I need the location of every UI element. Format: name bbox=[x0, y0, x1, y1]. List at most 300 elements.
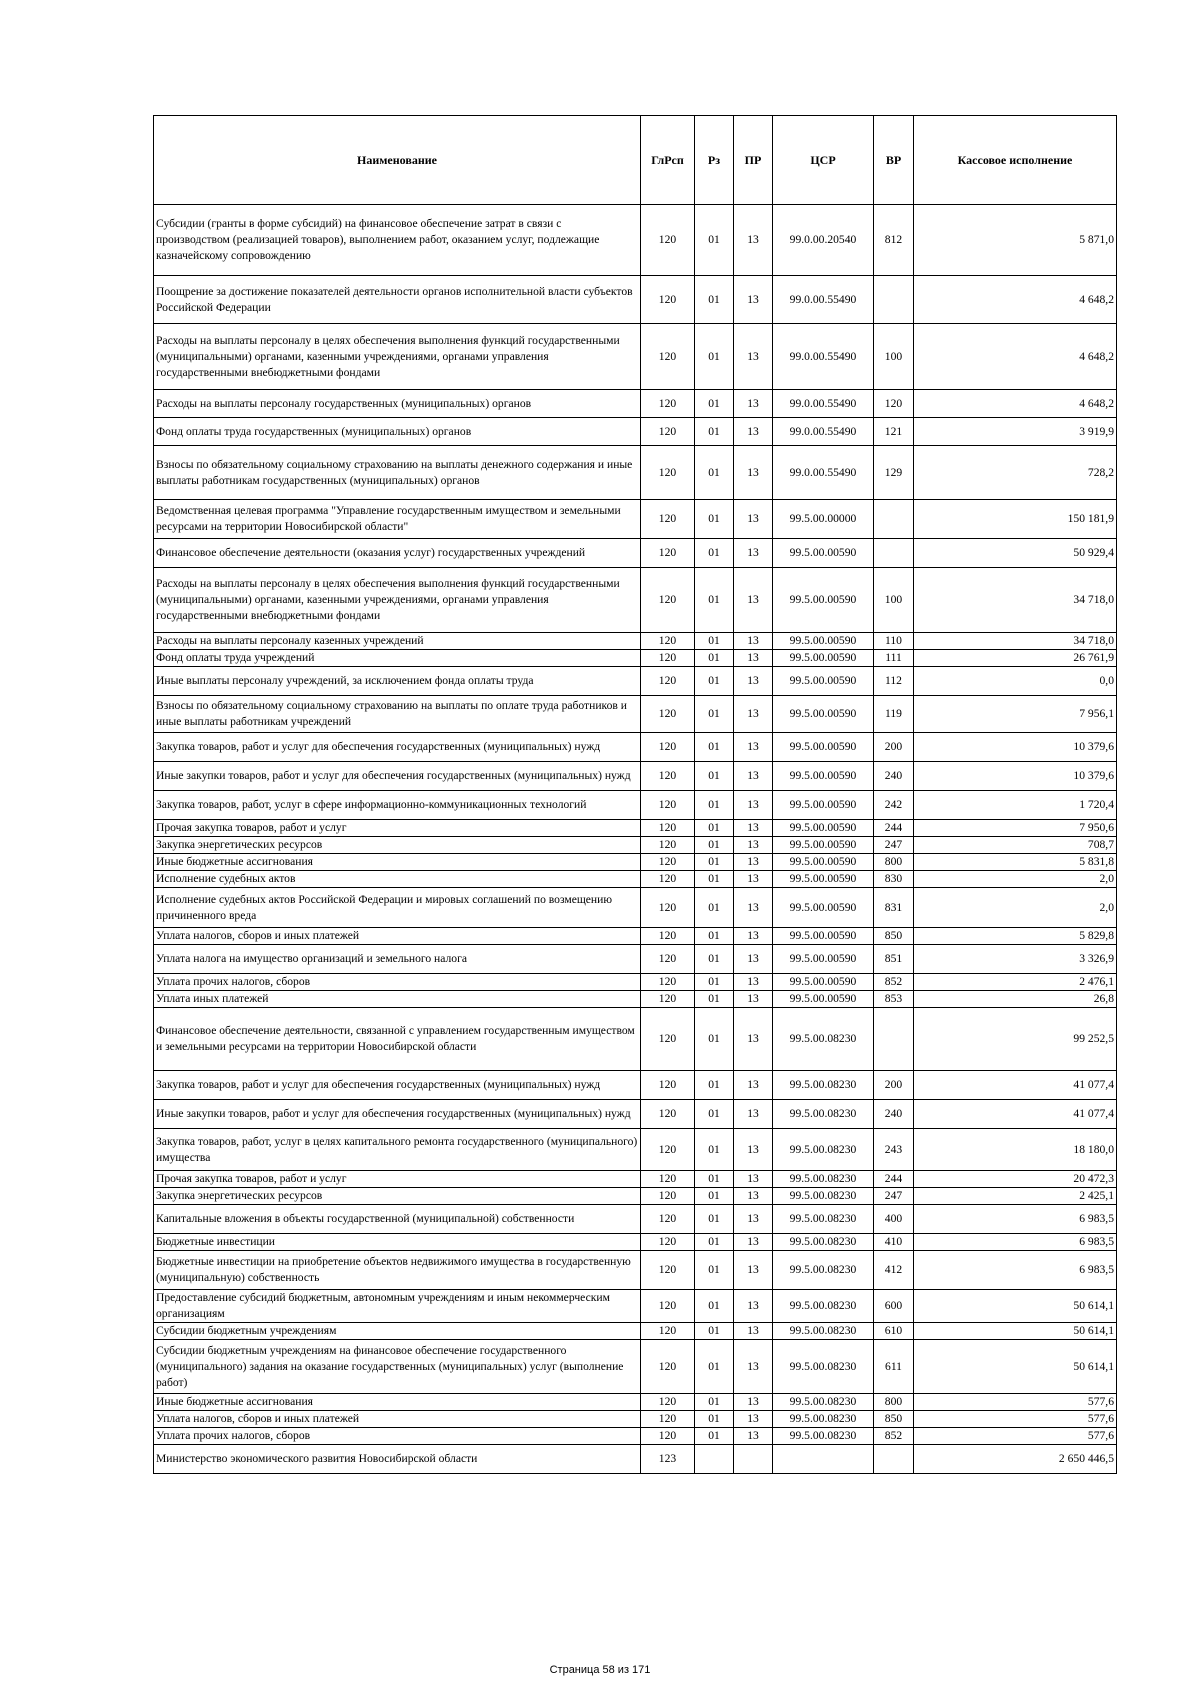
cell-vr: 244 bbox=[874, 1171, 914, 1188]
cell-csr: 99.0.00.55490 bbox=[773, 390, 874, 418]
cell-rz: 01 bbox=[695, 633, 734, 650]
cell-amount: 2 476,1 bbox=[914, 974, 1117, 991]
cell-csr: 99.5.00.00590 bbox=[773, 871, 874, 888]
cell-glrsp: 120 bbox=[641, 1071, 695, 1100]
cell-csr: 99.5.00.00590 bbox=[773, 791, 874, 820]
header-vr: ВР bbox=[874, 116, 914, 205]
table-row bbox=[154, 1234, 1117, 1251]
cell-csr: 99.5.00.08230 bbox=[773, 1323, 874, 1340]
cell-glrsp: 120 bbox=[641, 1008, 695, 1071]
cell-csr: 99.5.00.00590 bbox=[773, 667, 874, 696]
header-amount: Кассовое исполнение bbox=[914, 116, 1117, 205]
cell-rz: 01 bbox=[695, 762, 734, 791]
cell-vr: 121 bbox=[874, 418, 914, 446]
cell-pr: 13 bbox=[734, 871, 773, 888]
cell-amount: 3 326,9 bbox=[914, 945, 1117, 974]
cell-csr: 99.5.00.08230 bbox=[773, 1411, 874, 1428]
table-row bbox=[154, 500, 1117, 539]
cell-amount: 50 929,4 bbox=[914, 539, 1117, 568]
cell-amount: 99 252,5 bbox=[914, 1008, 1117, 1071]
cell-glrsp: 120 bbox=[641, 276, 695, 324]
table-row bbox=[154, 418, 1117, 446]
table-row bbox=[154, 945, 1117, 974]
cell-name: Исполнение судебных актов bbox=[154, 871, 641, 888]
cell-csr: 99.5.00.00590 bbox=[773, 888, 874, 928]
table-row bbox=[154, 205, 1117, 276]
cell-csr: 99.5.00.08230 bbox=[773, 1428, 874, 1445]
cell-csr: 99.0.00.55490 bbox=[773, 446, 874, 500]
header-pr: ПР bbox=[734, 116, 773, 205]
table-row bbox=[154, 568, 1117, 633]
cell-rz: 01 bbox=[695, 1428, 734, 1445]
cell-rz: 01 bbox=[695, 650, 734, 667]
cell-name: Расходы на выплаты персоналу казенных учреждений bbox=[154, 633, 641, 650]
table-row bbox=[154, 276, 1117, 324]
cell-name: Уплата иных платежей bbox=[154, 991, 641, 1008]
cell-pr: 13 bbox=[734, 791, 773, 820]
cell-csr: 99.5.00.00590 bbox=[773, 539, 874, 568]
cell-rz: 01 bbox=[695, 1071, 734, 1100]
cell-name: Уплата прочих налогов, сборов bbox=[154, 974, 641, 991]
page-number-footer: Страница 58 из 171 bbox=[549, 1664, 651, 1676]
cell-glrsp: 120 bbox=[641, 1100, 695, 1129]
cell-csr: 99.0.00.20540 bbox=[773, 205, 874, 276]
cell-rz: 01 bbox=[695, 1290, 734, 1323]
cell-vr: 851 bbox=[874, 945, 914, 974]
table-row bbox=[154, 837, 1117, 854]
table-body bbox=[154, 205, 1117, 1474]
cell-amount: 20 472,3 bbox=[914, 1171, 1117, 1188]
cell-amount: 150 181,9 bbox=[914, 500, 1117, 539]
table-row bbox=[154, 991, 1117, 1008]
cell-rz: 01 bbox=[695, 324, 734, 390]
cell-amount: 577,6 bbox=[914, 1394, 1117, 1411]
cell-csr: 99.5.00.00000 bbox=[773, 500, 874, 539]
cell-rz: 01 bbox=[695, 928, 734, 945]
cell-name: Исполнение судебных актов Российской Федерации и мировых соглашений по возмещению причиненного вреда bbox=[154, 888, 641, 928]
table-row bbox=[154, 1100, 1117, 1129]
cell-csr: 99.0.00.55490 bbox=[773, 324, 874, 390]
cell-rz: 01 bbox=[695, 1251, 734, 1290]
cell-pr: 13 bbox=[734, 1205, 773, 1234]
cell-csr: 99.5.00.08230 bbox=[773, 1340, 874, 1394]
cell-pr: 13 bbox=[734, 667, 773, 696]
cell-rz: 01 bbox=[695, 418, 734, 446]
cell-pr: 13 bbox=[734, 854, 773, 871]
table-row bbox=[154, 1251, 1117, 1290]
cell-name: Прочая закупка товаров, работ и услуг bbox=[154, 820, 641, 837]
cell-amount: 728,2 bbox=[914, 446, 1117, 500]
cell-glrsp: 120 bbox=[641, 1323, 695, 1340]
cell-rz: 01 bbox=[695, 1340, 734, 1394]
cell-rz: 01 bbox=[695, 1234, 734, 1251]
cell-csr: 99.0.00.55490 bbox=[773, 418, 874, 446]
cell-rz bbox=[695, 1445, 734, 1474]
cell-pr: 13 bbox=[734, 696, 773, 733]
cell-vr: 853 bbox=[874, 991, 914, 1008]
cell-vr bbox=[874, 539, 914, 568]
cell-csr: 99.5.00.08230 bbox=[773, 1129, 874, 1171]
table-row bbox=[154, 733, 1117, 762]
cell-rz: 01 bbox=[695, 888, 734, 928]
table-row bbox=[154, 1071, 1117, 1100]
cell-amount: 5 871,0 bbox=[914, 205, 1117, 276]
cell-glrsp: 120 bbox=[641, 1171, 695, 1188]
cell-name: Расходы на выплаты персоналу в целях обеспечения выполнения функций государственными (муниципальными) органами, казенными учреждениями, органами управления государственными внебюджетными фондами bbox=[154, 568, 641, 633]
table-row bbox=[154, 1340, 1117, 1394]
cell-pr: 13 bbox=[734, 1394, 773, 1411]
cell-pr: 13 bbox=[734, 1251, 773, 1290]
cell-vr: 410 bbox=[874, 1234, 914, 1251]
cell-amount: 577,6 bbox=[914, 1428, 1117, 1445]
cell-vr: 852 bbox=[874, 1428, 914, 1445]
cell-name: Закупка энергетических ресурсов bbox=[154, 1188, 641, 1205]
cell-glrsp: 120 bbox=[641, 568, 695, 633]
cell-name: Капитальные вложения в объекты государственной (муниципальной) собственности bbox=[154, 1205, 641, 1234]
cell-glrsp: 120 bbox=[641, 390, 695, 418]
cell-glrsp: 120 bbox=[641, 650, 695, 667]
cell-name: Субсидии бюджетным учреждениям на финансовое обеспечение государственного (муниципального) задания на оказание государственных (муниципальных) услуг (выполнение работ) bbox=[154, 1340, 641, 1394]
cell-name: Субсидии (гранты в форме субсидий) на финансовое обеспечение затрат в связи с производством (реализацией товаров), выполнением работ, оказанием услуг, подлежащие казначейскому сопровождению bbox=[154, 205, 641, 276]
cell-amount: 6 983,5 bbox=[914, 1234, 1117, 1251]
cell-glrsp: 120 bbox=[641, 791, 695, 820]
cell-glrsp: 120 bbox=[641, 1251, 695, 1290]
cell-rz: 01 bbox=[695, 390, 734, 418]
cell-amount: 7 956,1 bbox=[914, 696, 1117, 733]
cell-glrsp: 120 bbox=[641, 633, 695, 650]
cell-pr: 13 bbox=[734, 974, 773, 991]
cell-name: Иные закупки товаров, работ и услуг для обеспечения государственных (муниципальных) нужд bbox=[154, 1100, 641, 1129]
cell-name: Закупка товаров, работ и услуг для обеспечения государственных (муниципальных) нужд bbox=[154, 1071, 641, 1100]
budget-execution-table bbox=[153, 115, 1117, 1474]
cell-pr: 13 bbox=[734, 928, 773, 945]
cell-amount: 5 831,8 bbox=[914, 854, 1117, 871]
header-name: Наименование bbox=[154, 116, 641, 205]
cell-amount: 708,7 bbox=[914, 837, 1117, 854]
cell-pr: 13 bbox=[734, 1340, 773, 1394]
cell-vr: 200 bbox=[874, 733, 914, 762]
cell-csr: 99.5.00.00590 bbox=[773, 568, 874, 633]
table-header-row bbox=[154, 116, 1117, 205]
cell-vr: 600 bbox=[874, 1290, 914, 1323]
cell-vr bbox=[874, 1008, 914, 1071]
cell-glrsp: 120 bbox=[641, 696, 695, 733]
cell-vr: 200 bbox=[874, 1071, 914, 1100]
cell-glrsp: 123 bbox=[641, 1445, 695, 1474]
cell-name: Финансовое обеспечение деятельности, связанной с управлением государственным имуществом и земельными ресурсами на территории Новосибирской области bbox=[154, 1008, 641, 1071]
table-row bbox=[154, 791, 1117, 820]
cell-pr: 13 bbox=[734, 539, 773, 568]
cell-rz: 01 bbox=[695, 733, 734, 762]
cell-pr: 13 bbox=[734, 390, 773, 418]
cell-glrsp: 120 bbox=[641, 837, 695, 854]
cell-csr bbox=[773, 1445, 874, 1474]
cell-rz: 01 bbox=[695, 791, 734, 820]
cell-pr: 13 bbox=[734, 1171, 773, 1188]
cell-glrsp: 120 bbox=[641, 446, 695, 500]
cell-rz: 01 bbox=[695, 1188, 734, 1205]
cell-vr: 240 bbox=[874, 1100, 914, 1129]
cell-pr: 13 bbox=[734, 205, 773, 276]
cell-name: Субсидии бюджетным учреждениям bbox=[154, 1323, 641, 1340]
cell-glrsp: 120 bbox=[641, 1428, 695, 1445]
cell-amount: 4 648,2 bbox=[914, 276, 1117, 324]
table-row bbox=[154, 1129, 1117, 1171]
cell-name: Уплата прочих налогов, сборов bbox=[154, 1428, 641, 1445]
cell-csr: 99.5.00.08230 bbox=[773, 1100, 874, 1129]
cell-amount: 2 650 446,5 bbox=[914, 1445, 1117, 1474]
cell-rz: 01 bbox=[695, 500, 734, 539]
cell-csr: 99.5.00.08230 bbox=[773, 1188, 874, 1205]
cell-csr: 99.5.00.00590 bbox=[773, 945, 874, 974]
cell-amount: 34 718,0 bbox=[914, 568, 1117, 633]
cell-csr: 99.5.00.00590 bbox=[773, 854, 874, 871]
cell-amount: 577,6 bbox=[914, 1411, 1117, 1428]
cell-amount: 2 425,1 bbox=[914, 1188, 1117, 1205]
header-glrsp: ГлРсп bbox=[641, 116, 695, 205]
cell-vr: 800 bbox=[874, 1394, 914, 1411]
cell-pr: 13 bbox=[734, 568, 773, 633]
cell-pr: 13 bbox=[734, 1411, 773, 1428]
cell-csr: 99.5.00.00590 bbox=[773, 696, 874, 733]
cell-amount: 3 919,9 bbox=[914, 418, 1117, 446]
cell-pr: 13 bbox=[734, 276, 773, 324]
cell-amount: 0,0 bbox=[914, 667, 1117, 696]
cell-vr: 247 bbox=[874, 837, 914, 854]
cell-amount: 4 648,2 bbox=[914, 324, 1117, 390]
cell-glrsp: 120 bbox=[641, 1290, 695, 1323]
cell-rz: 01 bbox=[695, 871, 734, 888]
cell-glrsp: 120 bbox=[641, 324, 695, 390]
cell-name: Предоставление субсидий бюджетным, автономным учреждениям и иным некоммерческим организациям bbox=[154, 1290, 641, 1323]
cell-amount: 2,0 bbox=[914, 871, 1117, 888]
cell-vr: 242 bbox=[874, 791, 914, 820]
cell-csr: 99.5.00.00590 bbox=[773, 974, 874, 991]
cell-glrsp: 120 bbox=[641, 1340, 695, 1394]
cell-csr: 99.5.00.00590 bbox=[773, 650, 874, 667]
cell-amount: 6 983,5 bbox=[914, 1205, 1117, 1234]
cell-glrsp: 120 bbox=[641, 1234, 695, 1251]
cell-vr: 129 bbox=[874, 446, 914, 500]
table-row bbox=[154, 1171, 1117, 1188]
cell-glrsp: 120 bbox=[641, 820, 695, 837]
cell-pr: 13 bbox=[734, 1234, 773, 1251]
cell-name: Закупка товаров, работ, услуг в сфере информационно-коммуникационных технологий bbox=[154, 791, 641, 820]
table-row bbox=[154, 633, 1117, 650]
table-row bbox=[154, 390, 1117, 418]
cell-vr: 850 bbox=[874, 1411, 914, 1428]
cell-rz: 01 bbox=[695, 1129, 734, 1171]
cell-rz: 01 bbox=[695, 991, 734, 1008]
cell-glrsp: 120 bbox=[641, 991, 695, 1008]
cell-name: Иные выплаты персоналу учреждений, за исключением фонда оплаты труда bbox=[154, 667, 641, 696]
cell-csr: 99.5.00.08230 bbox=[773, 1290, 874, 1323]
cell-pr: 13 bbox=[734, 762, 773, 791]
cell-rz: 01 bbox=[695, 1008, 734, 1071]
table-row bbox=[154, 1428, 1117, 1445]
cell-name: Бюджетные инвестиции bbox=[154, 1234, 641, 1251]
cell-name: Расходы на выплаты персоналу в целях обеспечения выполнения функций государственными (муниципальными) органами, казенными учреждениями, органами управления государственными внебюджетными фондами bbox=[154, 324, 641, 390]
cell-amount: 18 180,0 bbox=[914, 1129, 1117, 1171]
cell-name: Уплата налогов, сборов и иных платежей bbox=[154, 1411, 641, 1428]
cell-rz: 01 bbox=[695, 974, 734, 991]
cell-pr: 13 bbox=[734, 733, 773, 762]
cell-rz: 01 bbox=[695, 945, 734, 974]
cell-glrsp: 120 bbox=[641, 854, 695, 871]
header-rz: Рз bbox=[695, 116, 734, 205]
cell-glrsp: 120 bbox=[641, 1411, 695, 1428]
cell-pr bbox=[734, 1445, 773, 1474]
cell-csr: 99.5.00.08230 bbox=[773, 1008, 874, 1071]
table-row bbox=[154, 1188, 1117, 1205]
cell-pr: 13 bbox=[734, 1188, 773, 1205]
cell-rz: 01 bbox=[695, 1411, 734, 1428]
cell-name: Уплата налога на имущество организаций и земельного налога bbox=[154, 945, 641, 974]
cell-name: Иные бюджетные ассигнования bbox=[154, 1394, 641, 1411]
table-row bbox=[154, 1205, 1117, 1234]
table-row bbox=[154, 888, 1117, 928]
cell-csr: 99.5.00.08230 bbox=[773, 1234, 874, 1251]
header-csr: ЦСР bbox=[773, 116, 874, 205]
cell-rz: 01 bbox=[695, 1205, 734, 1234]
cell-rz: 01 bbox=[695, 1100, 734, 1129]
cell-pr: 13 bbox=[734, 991, 773, 1008]
cell-vr: 610 bbox=[874, 1323, 914, 1340]
cell-glrsp: 120 bbox=[641, 974, 695, 991]
table-row bbox=[154, 324, 1117, 390]
cell-rz: 01 bbox=[695, 1394, 734, 1411]
cell-rz: 01 bbox=[695, 539, 734, 568]
cell-amount: 10 379,6 bbox=[914, 762, 1117, 791]
cell-amount: 41 077,4 bbox=[914, 1071, 1117, 1100]
cell-csr: 99.5.00.08230 bbox=[773, 1394, 874, 1411]
cell-name: Министерство экономического развития Новосибирской области bbox=[154, 1445, 641, 1474]
cell-rz: 01 bbox=[695, 1171, 734, 1188]
cell-vr: 119 bbox=[874, 696, 914, 733]
cell-amount: 6 983,5 bbox=[914, 1251, 1117, 1290]
cell-glrsp: 120 bbox=[641, 928, 695, 945]
cell-name: Уплата налогов, сборов и иных платежей bbox=[154, 928, 641, 945]
cell-glrsp: 120 bbox=[641, 539, 695, 568]
cell-name: Иные закупки товаров, работ и услуг для обеспечения государственных (муниципальных) нужд bbox=[154, 762, 641, 791]
table-row bbox=[154, 667, 1117, 696]
table-row bbox=[154, 1411, 1117, 1428]
cell-name: Закупка товаров, работ, услуг в целях капитального ремонта государственного (муниципального) имущества bbox=[154, 1129, 641, 1171]
cell-pr: 13 bbox=[734, 1323, 773, 1340]
cell-amount: 50 614,1 bbox=[914, 1340, 1117, 1394]
cell-name: Взносы по обязательному социальному страхованию на выплаты по оплате труда работников и иные выплаты работникам учреждений bbox=[154, 696, 641, 733]
cell-amount: 5 829,8 bbox=[914, 928, 1117, 945]
cell-vr: 244 bbox=[874, 820, 914, 837]
table-row bbox=[154, 1008, 1117, 1071]
table-row bbox=[154, 854, 1117, 871]
table-row bbox=[154, 696, 1117, 733]
cell-amount: 7 950,6 bbox=[914, 820, 1117, 837]
cell-vr: 110 bbox=[874, 633, 914, 650]
cell-pr: 13 bbox=[734, 1071, 773, 1100]
cell-vr: 850 bbox=[874, 928, 914, 945]
cell-glrsp: 120 bbox=[641, 1205, 695, 1234]
cell-name: Закупка товаров, работ и услуг для обеспечения государственных (муниципальных) нужд bbox=[154, 733, 641, 762]
cell-rz: 01 bbox=[695, 820, 734, 837]
cell-name: Прочая закупка товаров, работ и услуг bbox=[154, 1171, 641, 1188]
cell-glrsp: 120 bbox=[641, 888, 695, 928]
cell-rz: 01 bbox=[695, 205, 734, 276]
cell-csr: 99.5.00.08230 bbox=[773, 1205, 874, 1234]
cell-name: Фонд оплаты труда государственных (муниципальных) органов bbox=[154, 418, 641, 446]
cell-csr: 99.5.00.00590 bbox=[773, 991, 874, 1008]
cell-pr: 13 bbox=[734, 324, 773, 390]
cell-rz: 01 bbox=[695, 667, 734, 696]
cell-vr: 112 bbox=[874, 667, 914, 696]
cell-rz: 01 bbox=[695, 446, 734, 500]
table-row bbox=[154, 1394, 1117, 1411]
cell-vr: 111 bbox=[874, 650, 914, 667]
cell-glrsp: 120 bbox=[641, 1188, 695, 1205]
cell-pr: 13 bbox=[734, 820, 773, 837]
cell-vr bbox=[874, 276, 914, 324]
cell-csr: 99.5.00.08230 bbox=[773, 1171, 874, 1188]
cell-csr: 99.5.00.00590 bbox=[773, 928, 874, 945]
cell-pr: 13 bbox=[734, 446, 773, 500]
cell-rz: 01 bbox=[695, 276, 734, 324]
cell-vr: 120 bbox=[874, 390, 914, 418]
cell-csr: 99.5.00.00590 bbox=[773, 762, 874, 791]
cell-glrsp: 120 bbox=[641, 205, 695, 276]
cell-rz: 01 bbox=[695, 1323, 734, 1340]
cell-name: Взносы по обязательному социальному страхованию на выплаты денежного содержания и иные выплаты работникам государственных (муниципальных) органов bbox=[154, 446, 641, 500]
cell-pr: 13 bbox=[734, 1008, 773, 1071]
cell-vr bbox=[874, 500, 914, 539]
cell-amount: 26,8 bbox=[914, 991, 1117, 1008]
cell-csr: 99.5.00.00590 bbox=[773, 837, 874, 854]
cell-name: Фонд оплаты труда учреждений bbox=[154, 650, 641, 667]
cell-pr: 13 bbox=[734, 500, 773, 539]
cell-name: Расходы на выплаты персоналу государственных (муниципальных) органов bbox=[154, 390, 641, 418]
cell-rz: 01 bbox=[695, 854, 734, 871]
cell-glrsp: 120 bbox=[641, 871, 695, 888]
cell-amount: 26 761,9 bbox=[914, 650, 1117, 667]
table-row bbox=[154, 1323, 1117, 1340]
cell-vr: 240 bbox=[874, 762, 914, 791]
table-row bbox=[154, 928, 1117, 945]
cell-amount: 41 077,4 bbox=[914, 1100, 1117, 1129]
table-row bbox=[154, 974, 1117, 991]
cell-csr: 99.5.00.00590 bbox=[773, 820, 874, 837]
cell-pr: 13 bbox=[734, 945, 773, 974]
cell-vr: 243 bbox=[874, 1129, 914, 1171]
table-row bbox=[154, 1445, 1117, 1474]
cell-glrsp: 120 bbox=[641, 945, 695, 974]
cell-amount: 2,0 bbox=[914, 888, 1117, 928]
cell-vr: 611 bbox=[874, 1340, 914, 1394]
cell-name: Поощрение за достижение показателей деятельности органов исполнительной власти субъектов Российской Федерации bbox=[154, 276, 641, 324]
table-row bbox=[154, 539, 1117, 568]
cell-pr: 13 bbox=[734, 1100, 773, 1129]
cell-vr: 800 bbox=[874, 854, 914, 871]
table-row bbox=[154, 871, 1117, 888]
cell-pr: 13 bbox=[734, 633, 773, 650]
cell-csr: 99.5.00.08230 bbox=[773, 1251, 874, 1290]
table-row bbox=[154, 650, 1117, 667]
cell-csr: 99.5.00.08230 bbox=[773, 1071, 874, 1100]
cell-name: Финансовое обеспечение деятельности (оказания услуг) государственных учреждений bbox=[154, 539, 641, 568]
cell-amount: 50 614,1 bbox=[914, 1323, 1117, 1340]
cell-rz: 01 bbox=[695, 568, 734, 633]
cell-amount: 4 648,2 bbox=[914, 390, 1117, 418]
cell-amount: 34 718,0 bbox=[914, 633, 1117, 650]
cell-pr: 13 bbox=[734, 837, 773, 854]
